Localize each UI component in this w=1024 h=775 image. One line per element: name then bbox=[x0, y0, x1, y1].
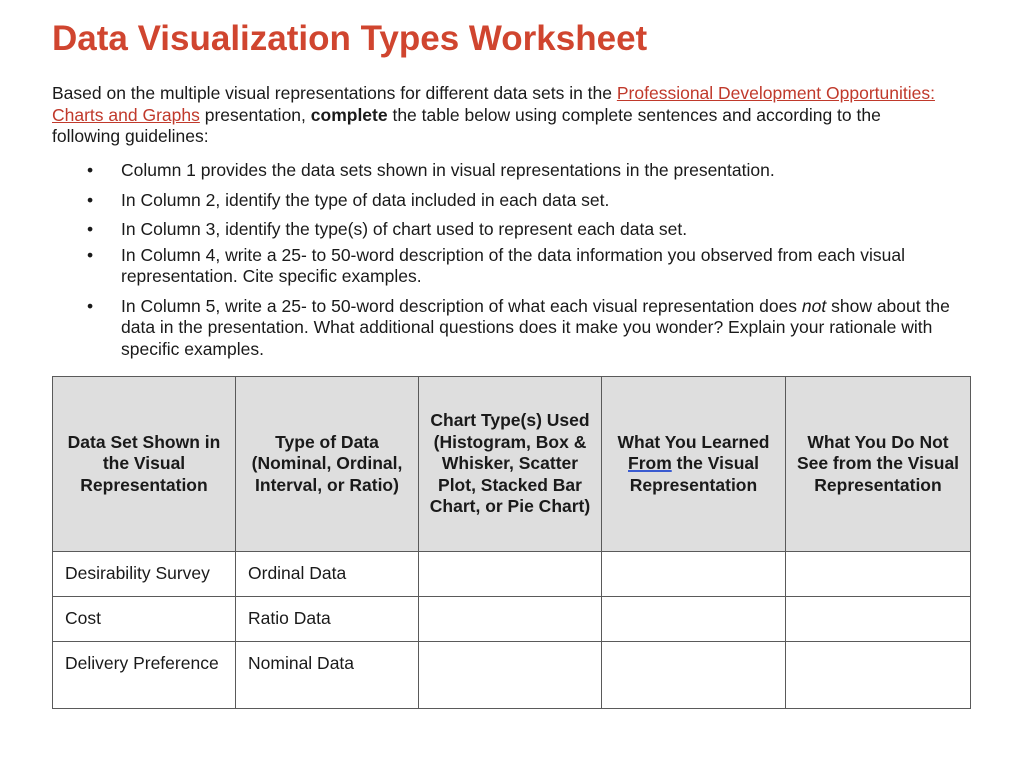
bullet-icon: • bbox=[87, 219, 94, 239]
table-header-row bbox=[53, 377, 971, 552]
guideline-text: In Column 4, write a 25- to 50-word description of the data information you observed from each visual representation. Cite specific examples. bbox=[121, 244, 906, 286]
intro-text-2: presentation, bbox=[199, 104, 311, 125]
intro-text-1: Based on the multiple visual representations for different data sets in the bbox=[52, 83, 617, 103]
list-item bbox=[52, 190, 952, 212]
cell-chart[interactable] bbox=[419, 597, 602, 642]
cell-chart[interactable] bbox=[419, 642, 602, 709]
intro-text-3: the table below using complete sentences and according to the following guidelines: bbox=[52, 104, 881, 146]
cell-data-set[interactable]: Delivery Preference bbox=[53, 642, 236, 709]
cell-data-set[interactable]: Desirability Survey bbox=[53, 552, 236, 597]
guideline-text: Column 1 provides the data sets shown in visual representations in the presentation. bbox=[121, 160, 775, 180]
cell-data-set[interactable]: Cost bbox=[53, 597, 236, 642]
guidelines-list bbox=[52, 160, 952, 368]
bullet-icon: • bbox=[87, 160, 94, 180]
page-title: Data Visualization Types Worksheet bbox=[52, 19, 648, 58]
list-item bbox=[52, 219, 952, 241]
bullet-icon: • bbox=[87, 244, 94, 265]
table-row bbox=[53, 552, 971, 597]
table-row bbox=[53, 597, 971, 642]
header-chart-type: Chart Type(s) Used (Histogram, Box & Whisker, Scatter Plot, Stacked Bar Chart, or Pie Chart) bbox=[419, 377, 602, 552]
header-learned-b: the Visual Representation bbox=[629, 453, 759, 495]
bullet-icon: • bbox=[87, 295, 94, 316]
bullet-icon: • bbox=[87, 189, 94, 210]
cell-not-see[interactable] bbox=[786, 552, 971, 597]
worksheet-table bbox=[52, 376, 971, 709]
cell-learned[interactable] bbox=[602, 597, 786, 642]
list-item bbox=[52, 160, 952, 182]
cell-type[interactable]: Nominal Data bbox=[236, 642, 419, 709]
cell-not-see[interactable] bbox=[786, 642, 971, 709]
header-what-you-learned bbox=[602, 377, 786, 552]
guideline-text: In Column 3, identify the type(s) of chart used to represent each data set. bbox=[121, 219, 688, 239]
guideline-italic: not bbox=[801, 295, 827, 316]
header-learned-from: From bbox=[628, 453, 672, 474]
cell-chart[interactable] bbox=[419, 552, 602, 597]
header-learned-a: What You Learned bbox=[617, 431, 770, 452]
header-data-set: Data Set Shown in the Visual Representation bbox=[53, 377, 236, 552]
intro-paragraph bbox=[52, 83, 952, 148]
list-item bbox=[52, 296, 952, 361]
intro-bold: complete bbox=[310, 104, 388, 125]
table-row bbox=[53, 642, 971, 709]
presentation-link[interactable]: Professional Development Opportunities: Charts and Graphs bbox=[52, 83, 935, 125]
guideline-text-a: In Column 5, write a 25- to 50-word description of what each visual representation does bbox=[121, 295, 802, 316]
cell-learned[interactable] bbox=[602, 552, 786, 597]
cell-learned[interactable] bbox=[602, 642, 786, 709]
cell-type[interactable]: Ratio Data bbox=[236, 597, 419, 642]
header-type-of-data: Type of Data (Nominal, Ordinal, Interval, or Ratio) bbox=[236, 377, 419, 552]
guideline-text: In Column 2, identify the type of data included in each data set. bbox=[121, 189, 610, 210]
guideline-text-b: show about the data in the presentation. What additional questions does it make you wonder? Explain your rationale with specific examples. bbox=[121, 295, 950, 359]
cell-not-see[interactable] bbox=[786, 597, 971, 642]
cell-type[interactable]: Ordinal Data bbox=[236, 552, 419, 597]
header-what-you-do-not-see: What You Do Not See from the Visual Representation bbox=[786, 377, 971, 552]
list-item bbox=[52, 245, 952, 288]
